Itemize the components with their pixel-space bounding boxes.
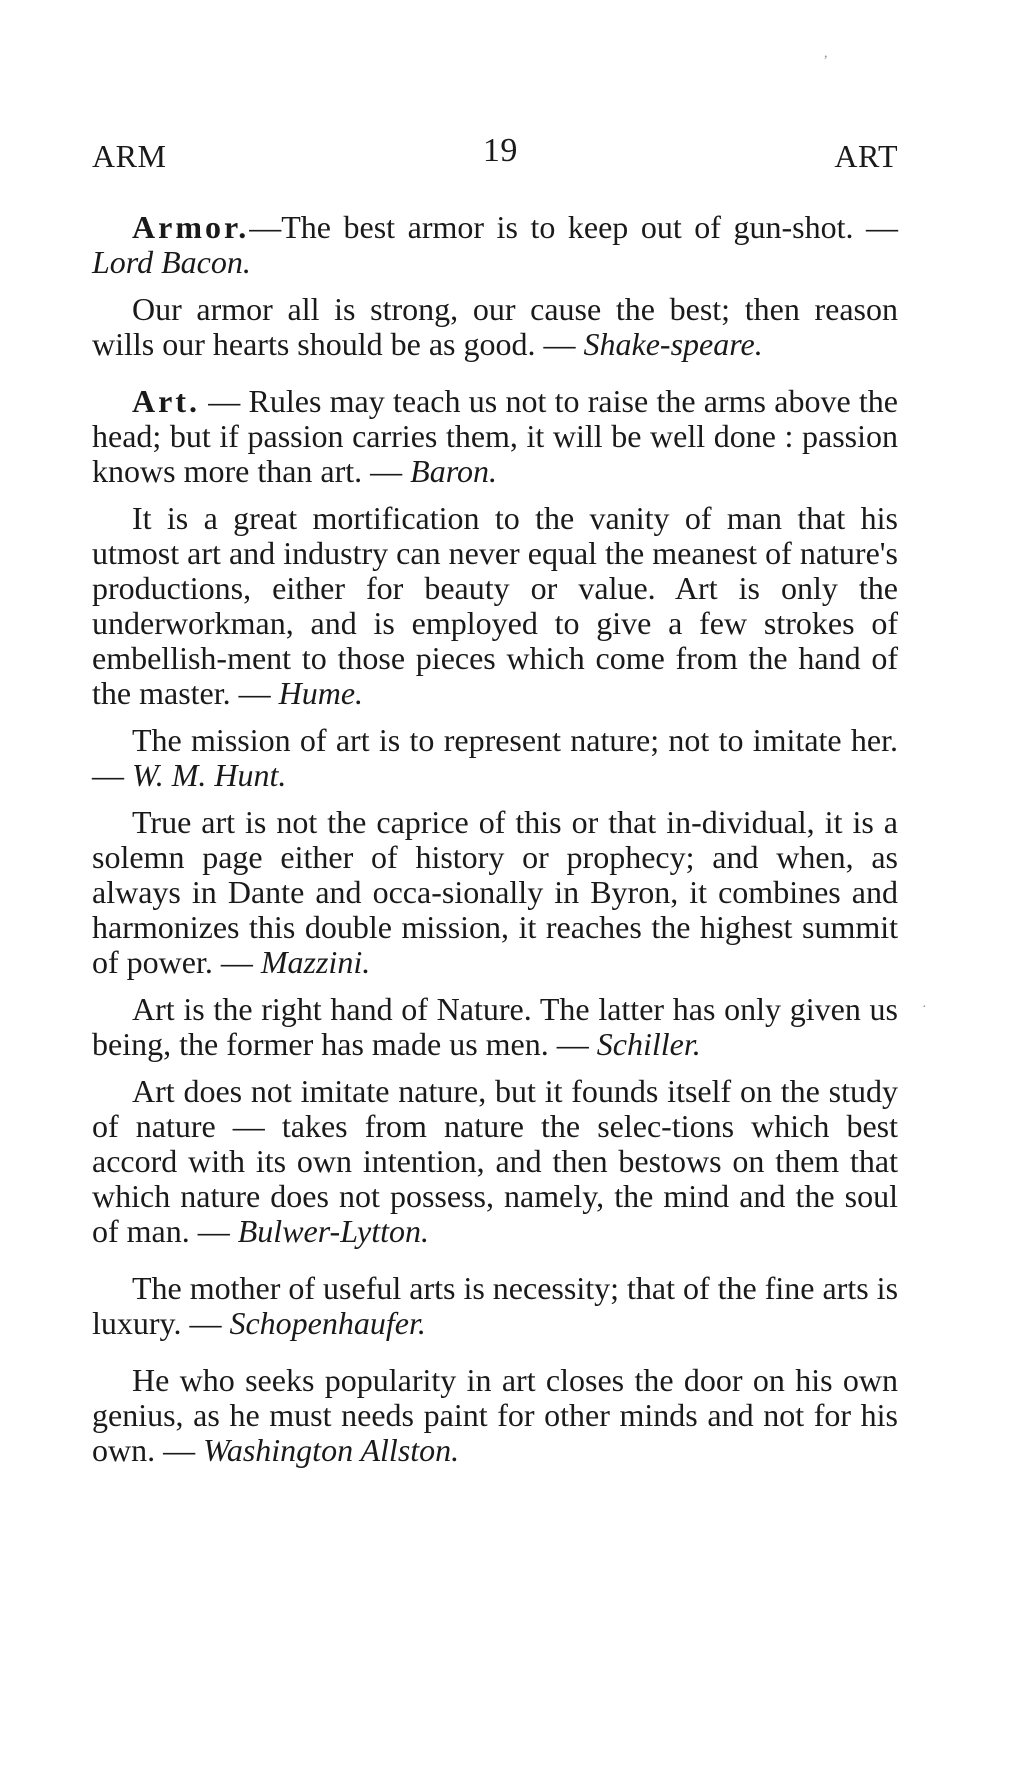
quotation-entry: [92, 292, 898, 362]
quotation-author: Mazzini.: [260, 944, 371, 980]
headword-dash: —: [199, 383, 249, 419]
headword: Art.: [132, 383, 200, 419]
running-head: [92, 132, 898, 188]
quotation-text: Art is the right hand of Nature. The latter has only given us being, the former has made us men. —: [92, 991, 898, 1062]
running-head-left: ARM: [92, 138, 167, 174]
quotation-text: The mother of useful arts is necessity; that of the fine arts is luxury. —: [92, 1270, 899, 1341]
quotation-author: Baron.: [410, 453, 497, 489]
quotation-author: Lord Bacon.: [92, 244, 251, 280]
running-head-right: ART: [834, 138, 898, 174]
quotation-author: Washington Allston.: [203, 1432, 460, 1468]
quotation-entry: [92, 1271, 898, 1341]
headword-dash: —: [249, 209, 282, 245]
headword: Armor.: [132, 209, 250, 245]
quotation-entry: [92, 723, 898, 793]
quotation-entry: [92, 805, 898, 980]
quotation-entry: [92, 992, 898, 1062]
page-number: 19: [482, 132, 518, 169]
quotation-entry: [92, 210, 898, 280]
quotation-author: W. M. Hunt.: [132, 757, 287, 793]
quotation-text: Art does not imitate nature, but it founds itself on the study of nature — takes from nature the selec-tions which best accord with its own intention, and then bestows on them that which nature does not possess, namely, the mind and the soul of man. —: [92, 1073, 898, 1249]
book-page: [92, 132, 899, 1490]
quotation-entry: [92, 501, 898, 711]
quotation-text: He who seeks popularity in art closes the door on his own genius, as he must needs paint for other minds and not for his own. —: [92, 1362, 898, 1468]
paper-speck: ,: [824, 46, 828, 61]
quotation-author: Schopenhaufer.: [229, 1305, 426, 1341]
quotation-text: Rules may teach us not to raise the arms above the head; but if passion carries them, it will be well done : passion knows more than art. —: [92, 383, 899, 489]
quotation-text: True art is not the caprice of this or that in-dividual, it is a solemn page either of history or prophecy; and when, as always in Dante and occa-sionally in Byron, it combines and harmonizes this double mission, it reaches the highest summit of power. —: [92, 804, 898, 980]
quotation-author: Bulwer-Lytton.: [237, 1213, 430, 1249]
quotation-text: The mission of art is to represent nature; not to imitate her. —: [92, 722, 898, 793]
quotation-text: The best armor is to keep out of gun-shot. —: [281, 209, 898, 245]
quotation-author: Shake-speare.: [583, 326, 763, 362]
paper-speck: ·: [922, 1000, 927, 1015]
quotation-text: It is a great mortification to the vanity of man that his utmost art and industry can never equal the meanest of nature's productions, either for beauty or value. Art is only the underworkman, and is employed to give a few strokes of embellish-ment to those pieces which come from the hand of the master. —: [92, 500, 898, 711]
quotation-author: Hume.: [278, 675, 364, 711]
quotation-entry: [92, 384, 898, 489]
quotation-entry: [92, 1074, 898, 1249]
quotation-entry: [92, 1363, 898, 1468]
quotation-text: Our armor all is strong, our cause the best; then reason wills our hearts should be as good. —: [92, 291, 898, 362]
quotation-author: Schiller.: [596, 1026, 701, 1062]
quotation-list: [92, 210, 898, 1468]
